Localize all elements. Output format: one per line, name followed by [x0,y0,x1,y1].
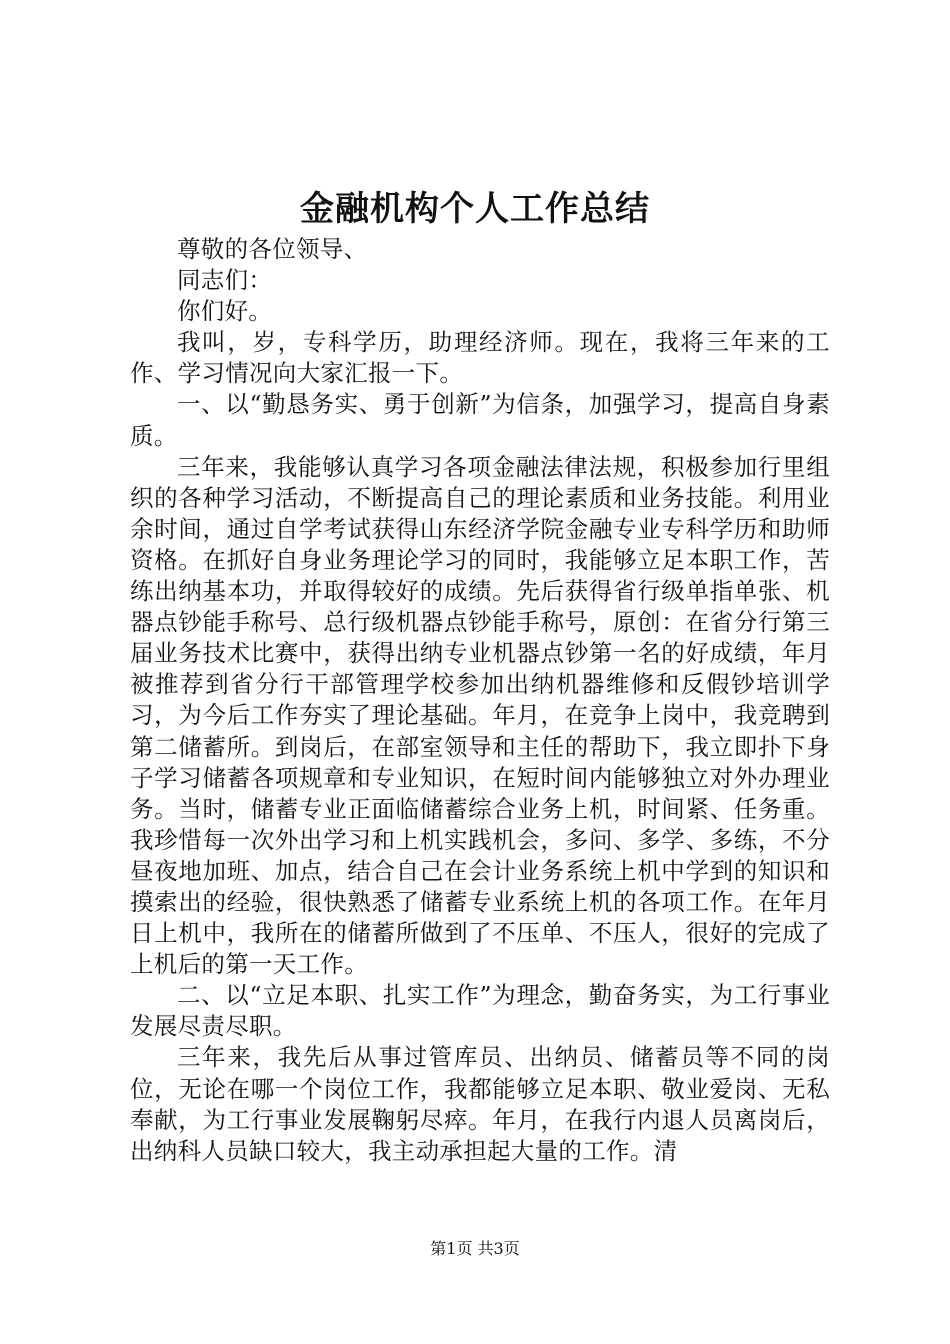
document-body [130,234,830,1167]
salutation-line-1: 尊敬的各位领导、 [177,235,368,263]
salutation-line-2: 同志们： [177,266,273,295]
intro-paragraph: 我叫，岁，专科学历，助理经济师。现在，我将三年来的工作、学习情况向大家汇报一下。 [130,328,830,388]
document-title: 金融机构个人工作总结 [300,189,650,229]
page-number-footer: 第1页 共3页 [430,1239,520,1258]
body-paragraph: 三年来，我先后从事过管库员、出纳员、储蓄员等不同的岗位，无论在哪一个岗位工作，我都能够立足本职、敬业爱岗、无私奉献，为工行事业发展鞠躬尽瘁。年月，在我行内退人员离岗后，出纳科人员缺口较大，我主动承担起大量的工作。清 [130,1043,830,1165]
section-heading-2: 二、以“立足本职、扎实工作”为理念，勤奋务实，为工行事业发展尽责尽职。 [130,981,830,1041]
greeting-line: 你们好。 [177,297,273,326]
body-paragraph: 三年来，我能够认真学习各项金融法律法规，积极参加行里组织的各种学习活动，不断提高自己的理论素质和业务技能。利用业余时间，通过自学考试获得山东经济学院金融专业专科学历和助师资格。在抓好自身业务理论学习的同时，我能够立足本职工作，苦练出纳基本功，并取得较好的成绩。先后获得省行级单指单张、机器点钞能手称号、总行级机器点钞能手称号，原创：在省分行第三届业务技术比赛中，获得出纳专业机器点钞第一名的好成绩，年月被推荐到省分行干部管理学校参加出纳机器维修和反假钞培训学习，为今后工作夯实了理论基础。年月，在竞争上岗中，我竞聘到第二储蓄所。到岗后，在部室领导和主任的帮助下，我立即扑下身子学习储蓄各项规章和专业知识，在短时间内能够独立对外办理业务。当时，储蓄专业正面临储蓄综合业务上机，时间紧、任务重。我珍惜每一次外出学习和上机实践机会，多问、多学、多练，不分昼夜地加班、加点，结合自己在会计业务系统上机中学到的知识和摸索出的经验，很快熟悉了储蓄专业系统上机的各项工作。在年月日上机中，我所在的储蓄所做到了不压单、不压人，很好的完成了上机后的第一天工作。 [130,452,830,979]
section-heading-1: 一、以“勤恳务实、勇于创新”为信条，加强学习，提高自身素质。 [130,390,830,450]
